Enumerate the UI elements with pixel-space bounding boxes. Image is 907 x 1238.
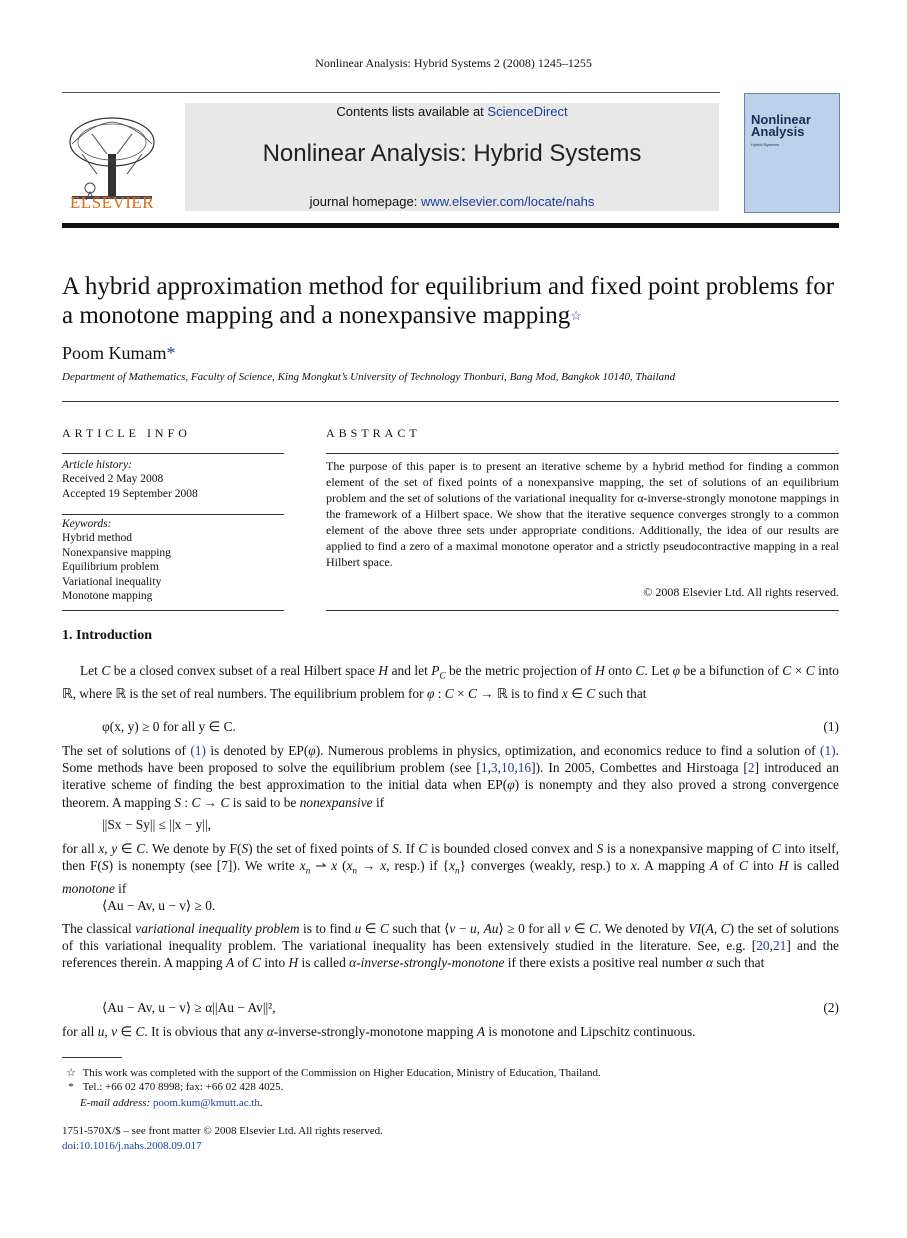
contents-line	[185, 104, 719, 119]
homepage-link[interactable]: www.elsevier.com/locate/nahs	[420, 194, 595, 209]
doi-link[interactable]: doi:10.1016/j.nahs.2008.09.017	[62, 1140, 202, 1152]
intro-paragraph-4: The classical variational inequality problem is to find u ∈ C such that ⟨v − u, Au⟩ ≥ 0 for all v ∈ C. We denoted by VI(A, C) the set of solutions of this variational inequality problem. The variational inequality has been extensively studied in the literature. See, e.g. [20,21] and the references therein. A mapping A of C into H is called α-inverse-strongly-monotone if there exists a positive real number α such that	[62, 921, 839, 971]
contents-prefix: Contents lists available at	[336, 104, 488, 119]
author-footnote-mark[interactable]: *	[166, 343, 176, 363]
keyword: Nonexpansive mapping	[62, 546, 171, 559]
footnote-1	[62, 1066, 601, 1079]
abstract-text: The purpose of this paper is to present an iterative scheme by a hybrid method for finding a common element of the set of fixed points of a nonexpansive mapping, the set of solutions of an equilibrium problem and the set of solutions of the variational inequality for α-inverse-strongly monotone mappings in the framework of a Hilbert space. We show that the iterative sequence converges strongly to a common element of the above three sets under appropriate conditions. Additionally, the idea of our results are applied to find a zero of a maximal monotone operator and a strictly pseudocontractive mapping in a real Hilbert space.	[326, 459, 839, 569]
keyword: Equilibrium problem	[62, 561, 159, 574]
divider	[326, 453, 839, 454]
equation-1: φ(x, y) ≥ 0 for all y ∈ C.	[102, 719, 236, 734]
sciencedirect-link[interactable]: ScienceDirect	[487, 104, 568, 119]
divider	[62, 610, 284, 611]
affiliation: Department of Mathematics, Faculty of Science, King Mongkut’s University of Technology Thonburi, Bang Mod, Bangkok 10140, Thailand	[62, 371, 676, 383]
accepted-date: Accepted 19 September 2008	[62, 487, 198, 500]
header-rule	[62, 92, 720, 93]
received-date: Received 2 May 2008	[62, 473, 164, 486]
equation-1-number[interactable]: (1)	[823, 719, 839, 734]
email-link[interactable]: poom.kum@kmutt.ac.th	[152, 1097, 260, 1109]
homepage-line	[185, 194, 719, 209]
abstract-heading: ABSTRACT	[326, 426, 421, 440]
author-name: Poom Kumam	[62, 343, 167, 363]
keywords-block	[62, 517, 284, 603]
journal-cover-thumbnail[interactable]	[744, 93, 840, 213]
journal-title: Nonlinear Analysis: Hybrid Systems	[262, 140, 642, 167]
article-title	[62, 272, 839, 330]
footnote-1-mark: ☆	[66, 1067, 76, 1079]
intro-paragraph-2: The set of solutions of (1) is denoted by EP(φ). Numerous problems in physics, optimization, and economics reduce to find a solution of (1). Some methods have been proposed to solve the equilibrium problem (see [1,3,10,16]). In 2005, Combettes and Hirstoaga [2] introduced an iterative scheme of finding the best approximation to the initial data when EP(φ) is nonempty and they also proved a strong convergence theorem. A mapping S : C → C is said to be nonexpansive if	[62, 743, 840, 810]
history-label: Article history:	[62, 459, 132, 471]
intro-paragraph-1: Let C be a closed convex subset of a real Hilbert space H and let $P_C$ be the metric projection of H onto C. Let φ be a bifunction of C × C into ℝ, where ℝ is the set of real numbers. The equilibrium problem for φ : C × C → ℝ is to find x ∈ C such that	[62, 663, 840, 701]
divider	[326, 610, 839, 611]
article-history	[62, 458, 284, 501]
homepage-prefix: journal homepage:	[309, 194, 421, 209]
author	[62, 343, 176, 364]
divider	[62, 401, 839, 402]
cover-title: Nonlinear Analysis	[751, 112, 811, 139]
divider	[62, 514, 284, 515]
keyword: Monotone mapping	[62, 590, 153, 603]
equation-2-number[interactable]: (2)	[823, 1000, 839, 1015]
article-info-heading: ARTICLE INFO	[62, 426, 191, 440]
issn-line: 1751-570X/$ – see front matter © 2008 Elsevier Ltd. All rights reserved.	[62, 1125, 383, 1137]
footnote-2-text: Tel.: +66 02 470 8998; fax: +66 02 428 4025.	[82, 1081, 284, 1093]
equation-2: ⟨Au − Av, u − v⟩ ≥ α||Au − Av||²,	[102, 1000, 276, 1015]
keyword: Variational inequality	[62, 575, 162, 588]
footnote-1-text: This work was completed with the support of the Commission on Higher Education, Ministry of Education, Thailand.	[82, 1067, 601, 1079]
footnote-2	[62, 1081, 283, 1093]
footnote-email: E-mail address: poom.kum@kmutt.ac.th.	[80, 1097, 263, 1109]
footnote-rule	[62, 1057, 122, 1058]
intro-paragraph-5: for all u, v ∈ C. It is obvious that any α-inverse-strongly-monotone mapping A is monotone and Lipschitz continuous.	[62, 1024, 696, 1039]
keywords-label: Keywords:	[62, 518, 112, 530]
header-thick-rule	[62, 223, 839, 228]
article-title-text: A hybrid approximation method for equilibrium and fixed point problems for a monotone mapping and a nonexpansive mapping	[62, 273, 835, 329]
email-label: E-mail address:	[80, 1097, 153, 1109]
title-footnote-star[interactable]: ☆	[570, 308, 582, 323]
footnote-2-mark: *	[68, 1081, 74, 1093]
keyword: Hybrid method	[62, 532, 132, 545]
equation-monotone: ⟨Au − Av, u − v⟩ ≥ 0.	[102, 898, 216, 913]
copyright-line: © 2008 Elsevier Ltd. All rights reserved.	[643, 585, 839, 599]
equation-nonexpansive: ||Sx − Sy|| ≤ ||x − y||,	[102, 817, 212, 832]
journal-reference: Nonlinear Analysis: Hybrid Systems 2 (2008) 1245–1255	[315, 56, 592, 70]
section-heading-introduction: 1. Introduction	[62, 628, 152, 643]
elsevier-wordmark: ELSEVIER	[69, 193, 155, 212]
intro-paragraph-3: for all x, y ∈ C. We denote by F(S) the set of fixed points of S. If C is bounded closed convex and S is a nonexpansive mapping of C into itself, then F(S) is nonempty (see [7]). We write $x_n$ ⇀ x ($x_n \to x$, resp.) if $\{x_n\}$ converges (weakly, resp.) to x. A mapping A of C into H is called monotone if	[62, 841, 840, 897]
cover-subtitle: Hybrid Systems	[751, 142, 780, 147]
divider	[62, 453, 284, 454]
